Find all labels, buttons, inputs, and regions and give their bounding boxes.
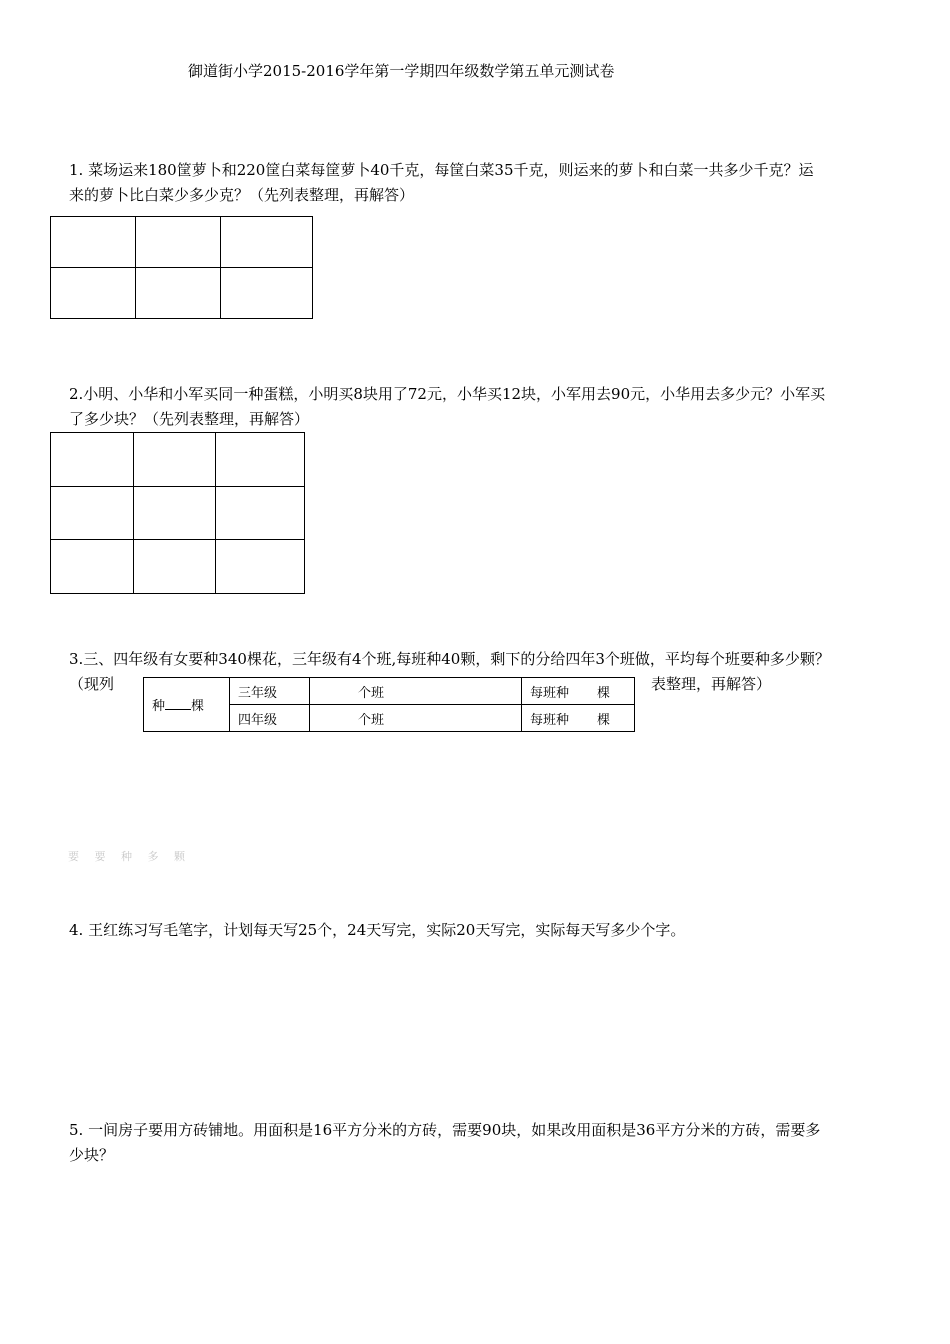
- table-cell[interactable]: [134, 540, 216, 594]
- question-5-line-1: 5. 一间房子要用方砖铺地。用面积是16平方分米的方砖，需要90块，如果改用面积是36平方分米的方砖，需要多: [69, 1121, 821, 1139]
- question-2-line-1: 2.小明、小华和小军买同一种蛋糕，小明买8块用了72元，小华买12块，小军用去90元，小华用去多少元？小军买: [69, 385, 826, 403]
- question-3-table: [143, 677, 635, 732]
- question-2-line-2: 了多少块？（先列表整理，再解答）: [69, 410, 310, 428]
- table-cell[interactable]: [136, 268, 221, 319]
- table-cell[interactable]: [51, 217, 136, 268]
- question-3-suffix: 表整理，再解答）: [651, 675, 772, 693]
- grade-cell: 四年级: [230, 705, 310, 732]
- per-class-cell[interactable]: [522, 678, 635, 705]
- classes-cell[interactable]: 个班: [310, 678, 522, 705]
- table-cell[interactable]: [51, 433, 134, 487]
- total-label-b: 棵: [191, 699, 205, 714]
- table-cell[interactable]: [221, 268, 313, 319]
- question-5: [69, 1118, 820, 1168]
- question-5-line-2: 少块？: [69, 1146, 115, 1164]
- per-class-label-b: 棵: [597, 685, 611, 701]
- table-cell[interactable]: [134, 433, 216, 487]
- total-trees-cell[interactable]: [144, 678, 230, 732]
- table-cell[interactable]: [51, 540, 134, 594]
- question-1-table: [50, 216, 313, 319]
- per-class-label-b: 棵: [597, 712, 611, 728]
- question-1-line-1: 1. 菜场运来180筐萝卜和220筐白菜每筐萝卜40千克，每筐白菜35千克，则运来的萝卜和白菜一共多少千克？运: [69, 161, 814, 179]
- question-2-table: [50, 432, 305, 594]
- question-3-line-1: 3.三、四年级有女要种340棵花，三年级有4个班,每班种40颗，剩下的分给四年3个班做，平均每个班要种多少颗？: [69, 650, 830, 668]
- page-title: 御道街小学2015-2016学年第一学期四年级数学第五单元测试卷: [188, 62, 615, 80]
- per-class-cell[interactable]: [522, 705, 635, 732]
- classes-cell[interactable]: 个班: [310, 705, 522, 732]
- table-cell[interactable]: [221, 217, 313, 268]
- table-cell[interactable]: [51, 486, 134, 540]
- per-class-label-a: 每班种: [530, 685, 570, 701]
- question-4-line-1: 4. 王红练习写毛笔字，计划每天写25个，24天写完，实际20天写完，实际每天写多少个字。: [69, 921, 686, 939]
- table-cell[interactable]: [51, 268, 136, 319]
- blank-line[interactable]: [165, 697, 191, 710]
- table-cell[interactable]: [136, 217, 221, 268]
- faint-residue-text: 要 要 种 多 颗: [68, 850, 191, 863]
- table-cell[interactable]: [216, 486, 305, 540]
- question-1-line-2: 来的萝卜比白菜少多少克？（先列表整理，再解答）: [69, 186, 415, 204]
- table-cell[interactable]: [216, 433, 305, 487]
- table-cell[interactable]: [216, 540, 305, 594]
- question-2: [69, 382, 825, 432]
- grade-cell: 三年级: [230, 678, 310, 705]
- per-class-label-a: 每班种: [530, 712, 570, 728]
- total-label-a: 种: [152, 699, 166, 714]
- table-cell[interactable]: [134, 486, 216, 540]
- question-1: [69, 158, 814, 208]
- question-3-prefix: （现列: [69, 675, 115, 693]
